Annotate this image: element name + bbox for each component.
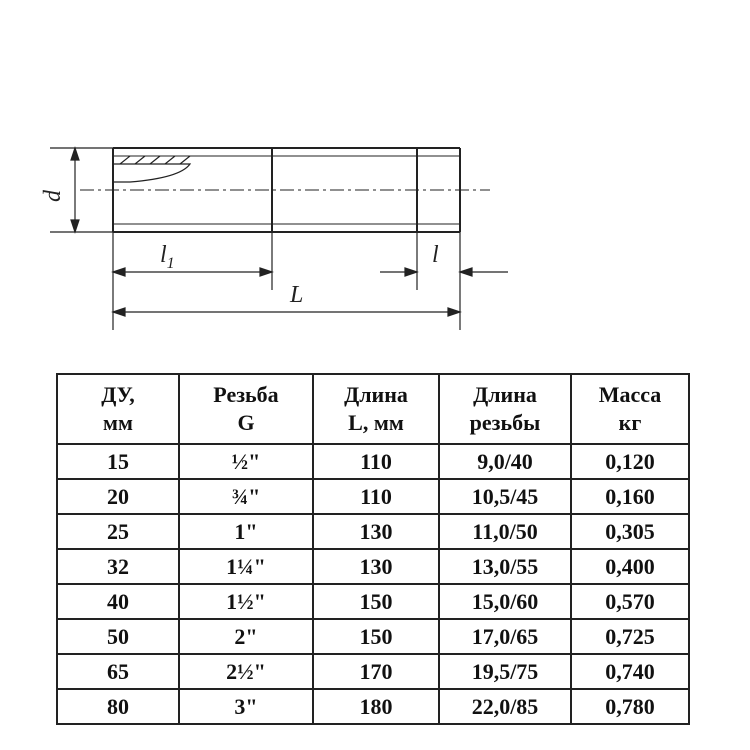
- cell-length: 180: [313, 689, 439, 724]
- cell-thread: 1¼": [179, 549, 313, 584]
- cell-thread: 1": [179, 514, 313, 549]
- cell-thread: ½": [179, 444, 313, 479]
- label-d: d: [40, 190, 66, 202]
- cell-du: 50: [57, 619, 179, 654]
- cell-length: 130: [313, 514, 439, 549]
- cell-du: 32: [57, 549, 179, 584]
- table-row: [57, 619, 689, 654]
- header-mass: Масса кг: [571, 374, 689, 444]
- cell-mass: 0,120: [571, 444, 689, 479]
- pipe-nipple-drawing: [40, 130, 520, 340]
- dimension-l1: [113, 232, 272, 330]
- cell-du: 65: [57, 654, 179, 689]
- cell-length: 170: [313, 654, 439, 689]
- cell-mass: 0,400: [571, 549, 689, 584]
- cell-du: 40: [57, 584, 179, 619]
- cell-thread-length: 9,0/40: [439, 444, 571, 479]
- cell-length: 150: [313, 584, 439, 619]
- cell-length: 130: [313, 549, 439, 584]
- cell-thread: ¾": [179, 479, 313, 514]
- header-du: ДУ, мм: [57, 374, 179, 444]
- cell-du: 80: [57, 689, 179, 724]
- cell-thread-length: 11,0/50: [439, 514, 571, 549]
- label-l: l: [432, 242, 439, 268]
- cell-du: 15: [57, 444, 179, 479]
- table-row: [57, 514, 689, 549]
- header-row: [57, 374, 689, 444]
- cell-mass: 0,160: [571, 479, 689, 514]
- label-l1: $l_1$: [160, 242, 175, 272]
- cell-thread-length: 19,5/75: [439, 654, 571, 689]
- header-length: Длина L, мм: [313, 374, 439, 444]
- cell-length: 110: [313, 444, 439, 479]
- cell-mass: 0,780: [571, 689, 689, 724]
- cell-du: 25: [57, 514, 179, 549]
- cell-length: 110: [313, 479, 439, 514]
- cell-thread: 1½": [179, 584, 313, 619]
- header-thread-length: Длина резьбы: [439, 374, 571, 444]
- cell-mass: 0,305: [571, 514, 689, 549]
- spec-table: [56, 373, 690, 725]
- cell-mass: 0,740: [571, 654, 689, 689]
- dimension-l: [380, 232, 508, 330]
- cell-thread-length: 17,0/65: [439, 619, 571, 654]
- table-row: [57, 549, 689, 584]
- cell-thread-length: 22,0/85: [439, 689, 571, 724]
- header-thread: Резьба G: [179, 374, 313, 444]
- cell-thread-length: 13,0/55: [439, 549, 571, 584]
- cell-thread: 2": [179, 619, 313, 654]
- cell-mass: 0,570: [571, 584, 689, 619]
- cell-thread-length: 15,0/60: [439, 584, 571, 619]
- table-row: [57, 689, 689, 724]
- cell-length: 150: [313, 619, 439, 654]
- dimension-L: [113, 308, 460, 316]
- cell-du: 20: [57, 479, 179, 514]
- section-hatch: [113, 156, 190, 182]
- cell-thread-length: 10,5/45: [439, 479, 571, 514]
- cell-thread: 2½": [179, 654, 313, 689]
- table-row: [57, 479, 689, 514]
- cell-mass: 0,725: [571, 619, 689, 654]
- table-row: [57, 654, 689, 689]
- cell-thread: 3": [179, 689, 313, 724]
- label-L: L: [290, 282, 304, 308]
- table-row: [57, 584, 689, 619]
- table-row: [57, 444, 689, 479]
